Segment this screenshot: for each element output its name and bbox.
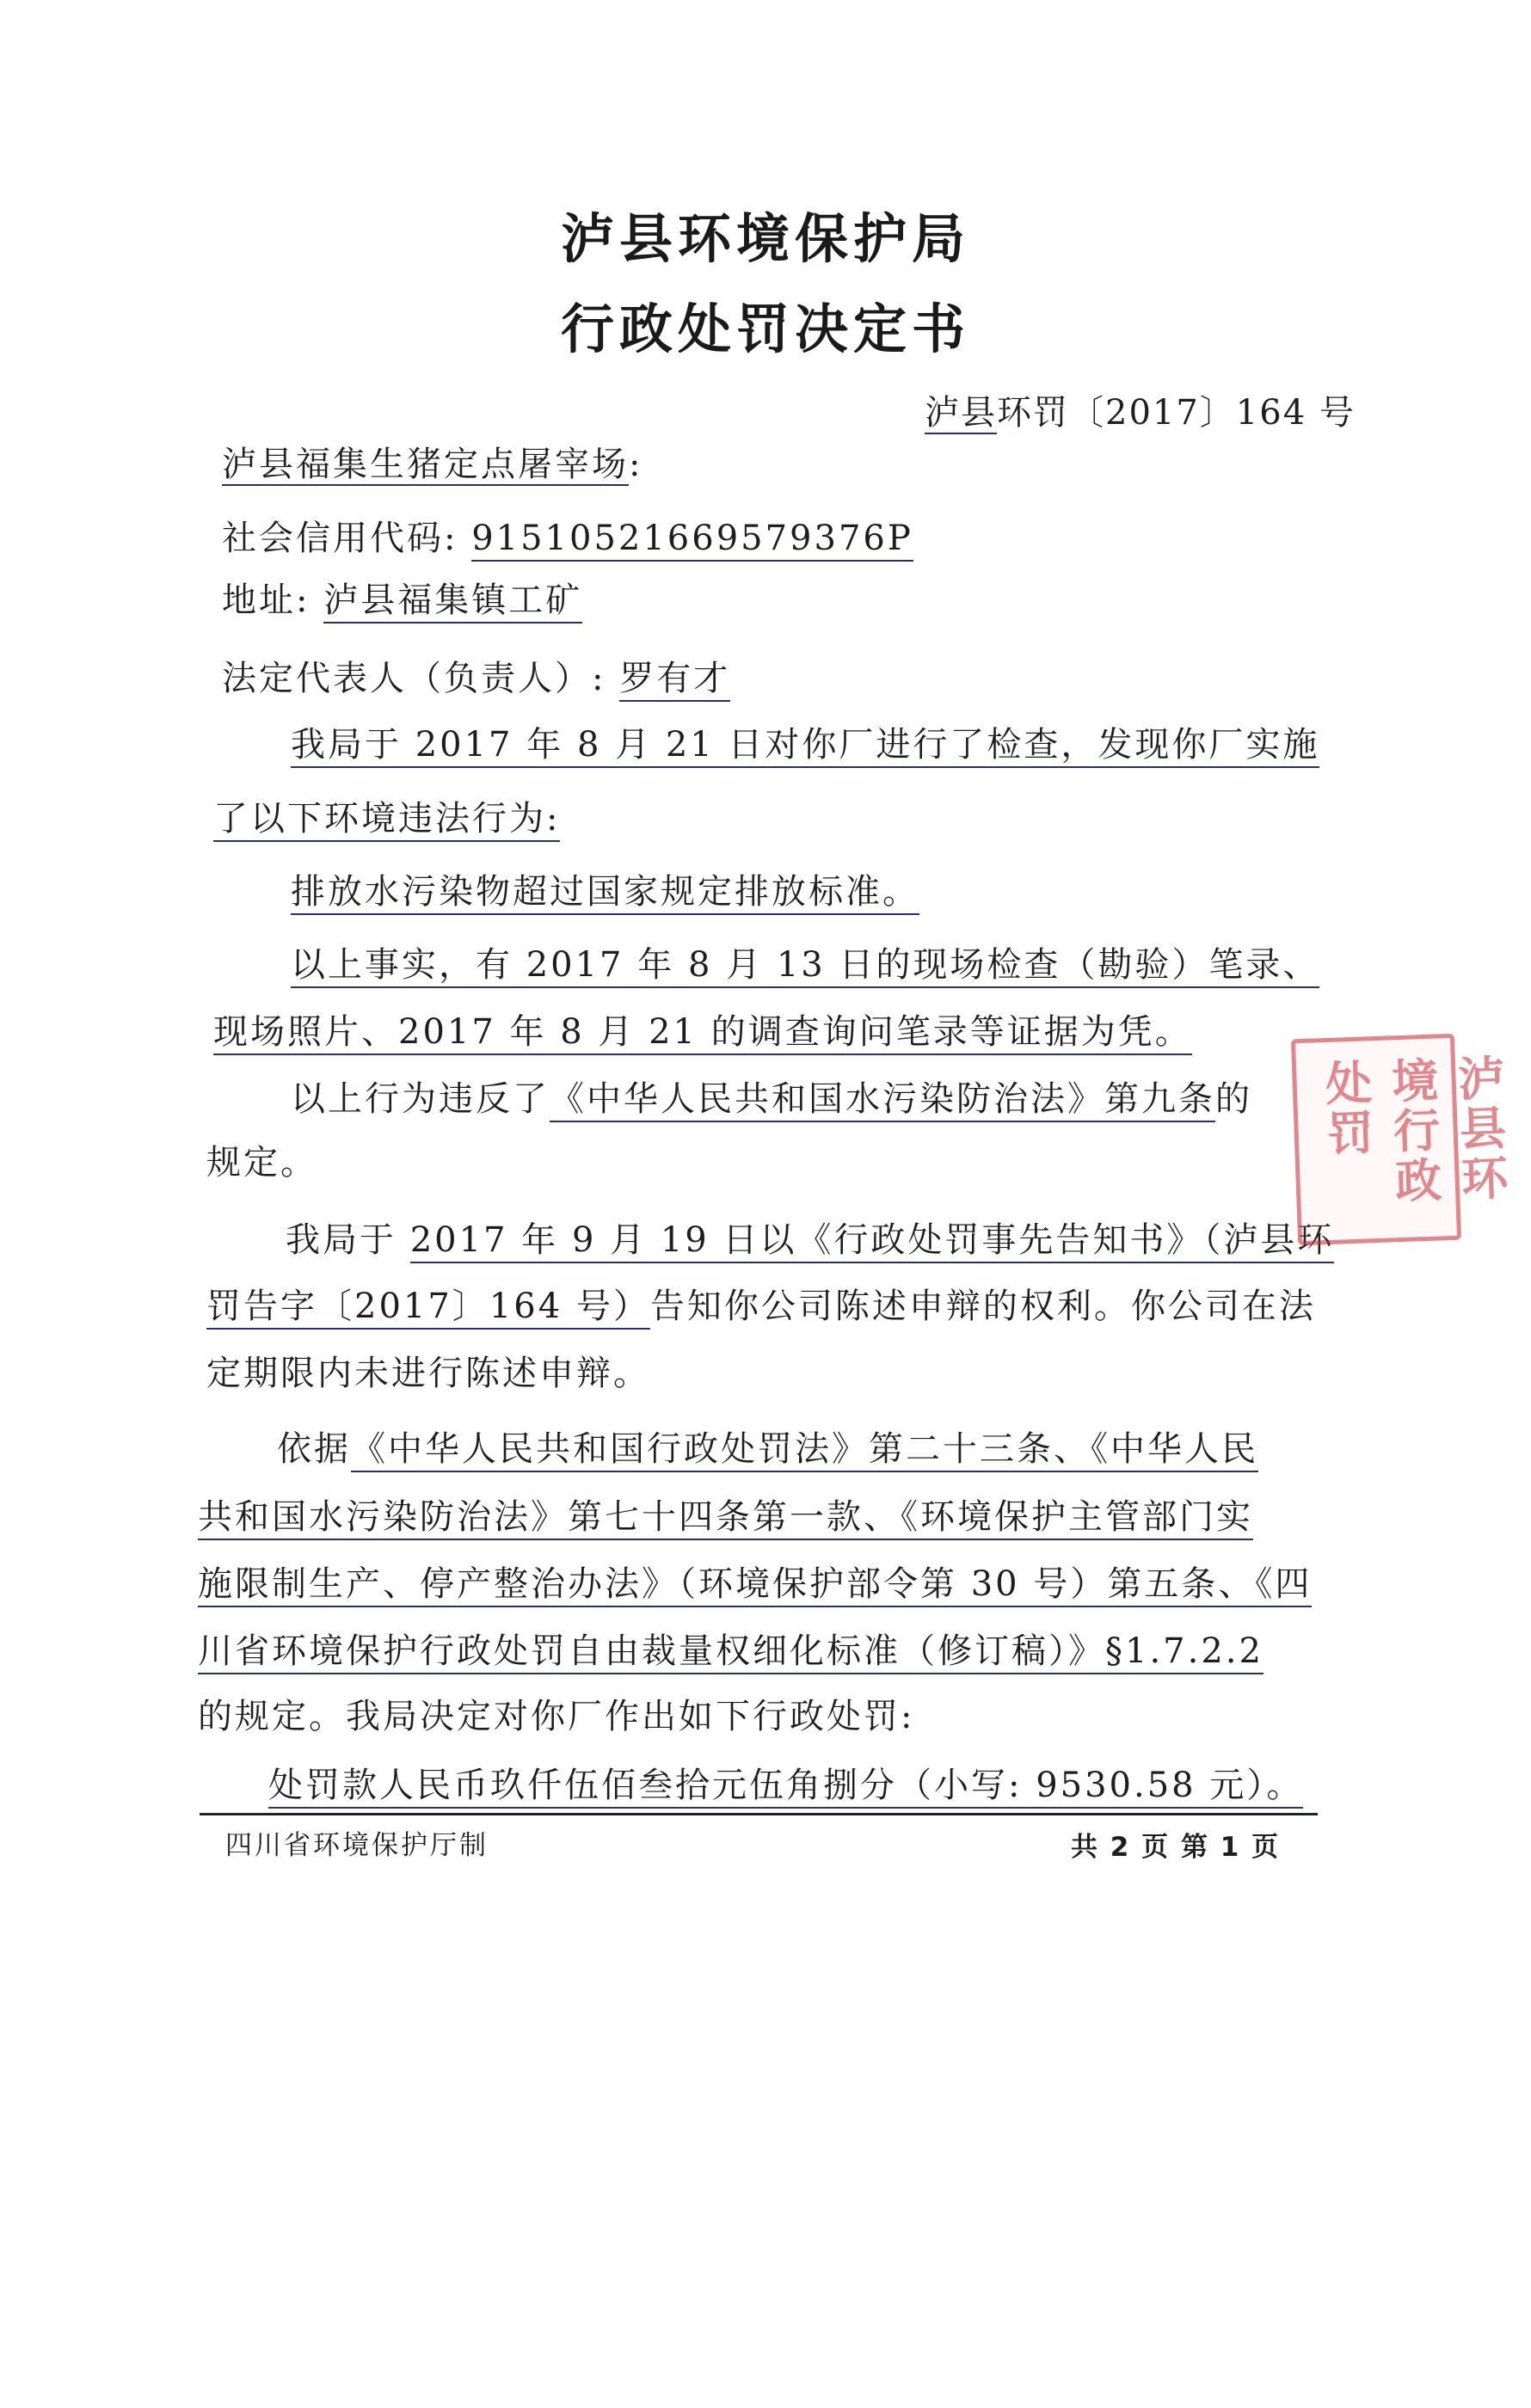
law-violated-prefix: 以上行为违反了: [291, 1079, 550, 1119]
violation-text: 排放水污染物超过国家规定排放标准。: [291, 872, 919, 915]
law-violated-suffix: 的: [1215, 1079, 1252, 1119]
notice-no-defense-text: 定期限内未进行陈述申辩。: [206, 1354, 650, 1393]
evidence-text-2: 现场照片、2017 年 8 月 21 的调查询问笔录等证据为凭。: [213, 1012, 1192, 1055]
notice-paragraph-line2: [206, 1279, 1316, 1328]
credit-code-value: 91510521669579376P: [471, 519, 913, 562]
penalty-text: 处罚款人民币玖仟伍佰叁拾元伍角捌分（小写: 9530.58 元）。: [268, 1766, 1303, 1809]
recipient-colon: :: [629, 445, 643, 484]
law-violated-line1: [291, 1072, 1252, 1121]
address-line: [222, 573, 582, 622]
legal-representative-name: 罗有才: [619, 659, 730, 702]
inspection-text-1: 我局于 2017 年 8 月 21 日对你厂进行了检查，发现你厂实施: [291, 725, 1319, 768]
legal-representative-line: [222, 651, 730, 700]
legal-basis-text-2: 共和国水污染防治法》第七十四条第一款、《环境保护主管部门实: [198, 1497, 1253, 1540]
footer-page-info: 共 2 页 第 1 页: [1071, 1832, 1281, 1863]
violation-paragraph: [291, 864, 919, 913]
seal-text: 泸县环境行政处罚: [1317, 1053, 1509, 1207]
notice-date-reference: 2017 年 9 月 19 日以《行政处罚事先告知书》（泸县环: [410, 1220, 1335, 1263]
evidence-text-1: 以上事实，有 2017 年 8 月 13 日的现场检查（勘验）笔录、: [291, 945, 1319, 988]
legal-basis-line4: [198, 1624, 1264, 1673]
penalty-paragraph: [268, 1758, 1303, 1807]
agency-title: 泸县环境保护局: [560, 207, 970, 270]
credit-code-label: 社会信用代码:: [222, 519, 458, 558]
law-violated-end: 规定。: [206, 1143, 317, 1182]
legal-basis-text-3: 施限制生产、停产整治办法》（环境保护部令第 30 号）第五条、《四: [198, 1564, 1312, 1607]
credit-code-line: [222, 511, 913, 560]
notice-paragraph-line3: [206, 1346, 650, 1395]
legal-basis-line1: [277, 1422, 1258, 1471]
law-violated-line2: [206, 1135, 317, 1184]
official-seal-stamp: [1291, 1034, 1509, 1245]
legal-basis-line2: [198, 1490, 1253, 1539]
notice-rights-text: 告知你公司陈述申辩的权利。你公司在法: [649, 1287, 1316, 1326]
legal-representative-label: 法定代表人（负责人）:: [222, 659, 606, 698]
legal-basis-text-4: 川省环境保护行政处罚自由裁量权细化标准（修订稿）》§1.7.2.2: [198, 1631, 1264, 1674]
inspection-paragraph-line1: [291, 717, 1319, 766]
evidence-paragraph-line1: [291, 937, 1319, 986]
address-value: 泸县福集镇工矿: [323, 580, 582, 624]
legal-basis-line3: [198, 1557, 1312, 1606]
document-number-rest: 环罚〔2017〕164 号: [997, 393, 1356, 433]
inspection-text-2: 了以下环境违法行为:: [213, 799, 560, 842]
footer-issuer: 四川省环境保护厅制: [225, 1830, 489, 1861]
legal-basis-text-1: 《中华人民共和国行政处罚法》第二十三条、《中华人民: [351, 1429, 1258, 1472]
legal-basis-prefix: 依据: [277, 1429, 351, 1469]
recipient-line: [222, 437, 643, 486]
evidence-paragraph-line2: [213, 1004, 1192, 1054]
notice-prefix: 我局于: [286, 1220, 410, 1260]
notice-doc-number: 罚告字〔2017〕164 号）: [206, 1287, 650, 1330]
legal-basis-line5: [198, 1689, 914, 1738]
inspection-paragraph-line2: [213, 791, 560, 840]
footer-divider: [200, 1813, 1318, 1815]
address-label: 地址:: [222, 580, 311, 620]
document-title: 行政处罚决定书: [560, 298, 970, 360]
legal-basis-text-5: 的规定。我局决定对你厂作出如下行政处罚:: [198, 1697, 915, 1736]
recipient-name: 泸县福集生猪定点屠宰场: [222, 445, 629, 484]
law-violated-reference: 《中华人民共和国水污染防治法》第九条: [550, 1079, 1215, 1122]
notice-paragraph-line1: [286, 1213, 1334, 1262]
document-number-agency: 泸县: [925, 393, 997, 433]
document-number: [925, 385, 1356, 434]
